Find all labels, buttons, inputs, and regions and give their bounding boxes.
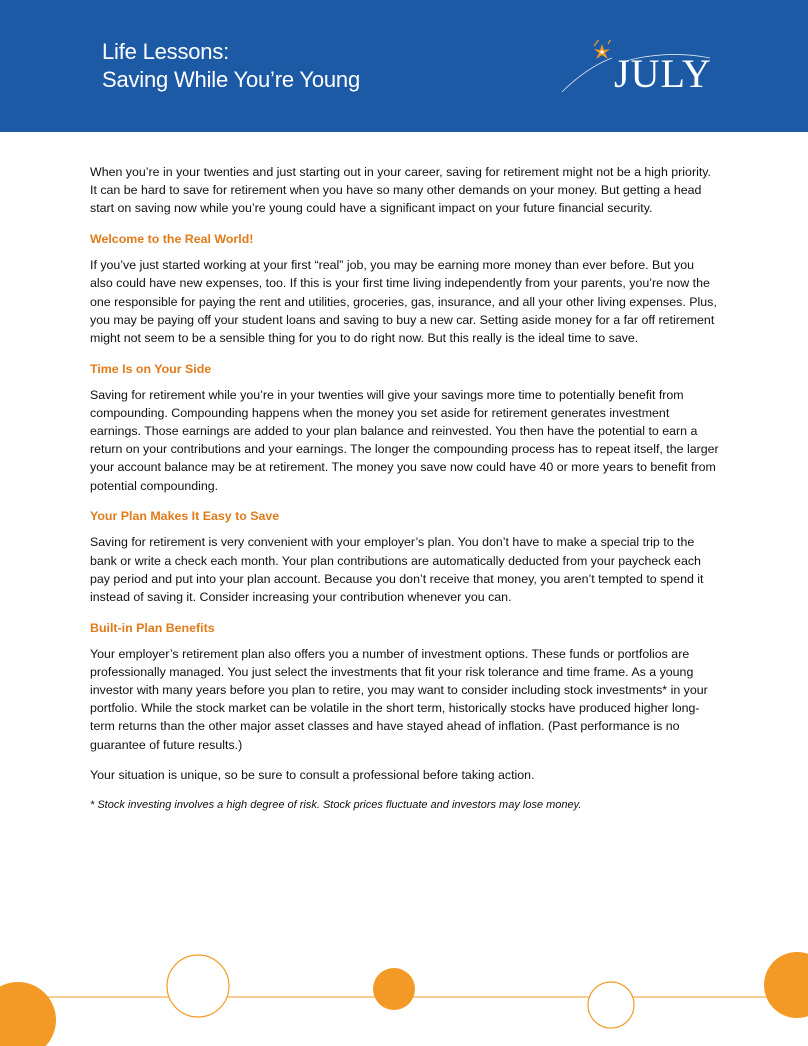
july-logo-text: JULY	[614, 51, 712, 96]
section-heading-time: Time Is on Your Side	[90, 361, 212, 376]
section-heading-plan-benefits: Built-in Plan Benefits	[90, 620, 215, 635]
page-title-line-1: Life Lessons:	[102, 39, 230, 64]
decorative-circles	[0, 940, 808, 1046]
page-title-line-2: Saving While You’re Young	[102, 67, 360, 92]
header-banner	[0, 0, 808, 132]
section-body-plan-benefits: Your employer’s retirement plan also offers you a number of investment options. These funds or portfolios are professionally managed. You just select the investments that fit your risk tolerance and time frame. As a young investor with many years before you plan to retire, you may want to consider including stock investments* in your portfolio. While the stock market can be volatile in the short term, historically stocks have produced higher long-term returns than the other major asset classes and have stayed ahead of inflation. (Past performance is no guarantee of future results.)	[90, 646, 708, 752]
section-body-real-world: If you’ve just started working at your first “real” job, you may be earning more money than ever before. But you also could have new expenses, too. If this is your first time living independently from your parents, you’re now the one responsible for paying the rent and utilities, groceries, gas, insurance, and all your other living expenses. Plus, you may be paying off your student loans and saving to buy a new car. Setting aside money for a far off retirement might not seem to be a sensible thing for you to do right now. But this really is the ideal time to save.	[90, 258, 717, 345]
intro-paragraph: When you’re in your twenties and just starting out in your career, saving for retirement might not be a high priority. It can be hard to save for retirement when you have so many other demands on your money. But getting a head start on saving now while you’re young could have a significant impact on your future financial security.	[90, 165, 711, 216]
orange-circle-center	[373, 968, 415, 1010]
footnote: * Stock investing involves a high degree of risk. Stock prices fluctuate and investors may lose money.	[90, 799, 582, 812]
section-heading-easy-save: Your Plan Makes It Easy to Save	[90, 509, 280, 524]
section-heading-real-world: Welcome to the Real World!	[90, 232, 254, 247]
article-body	[90, 163, 720, 826]
orange-circle-left	[0, 982, 56, 1046]
section-body-time: Saving for retirement while you’re in your twenties will give your savings more time to potentially benefit from compounding. Compounding happens when the money you set aside for retirement generates investment earnings. Those earnings are added to your plan balance and reinvested. You then have the potential to earn a return on your contributions and your earnings. The longer the compounding process has to repeat itself, the larger your account balance may be at retirement. The money you save now could have 40 or more years to benefit from potential compounding.	[90, 387, 719, 493]
outline-circle-left	[167, 955, 229, 1017]
orange-circle-right	[764, 952, 808, 1018]
outline-circle-right	[588, 982, 634, 1028]
closing-paragraph: Your situation is unique, so be sure to consult a professional before taking action.	[90, 768, 535, 783]
section-body-easy-save: Saving for retirement is very convenient with your employer’s plan. You don’t have to make a special trip to the bank or write a check each month. Your plan contributions are automatically deducted from your paycheck each pay period and put into your plan account. Because you don’t receive that money, you aren’t tempted to spend it instead of saving it. Consider increasing your contribution whenever you can.	[90, 535, 704, 604]
page-title	[102, 38, 360, 94]
